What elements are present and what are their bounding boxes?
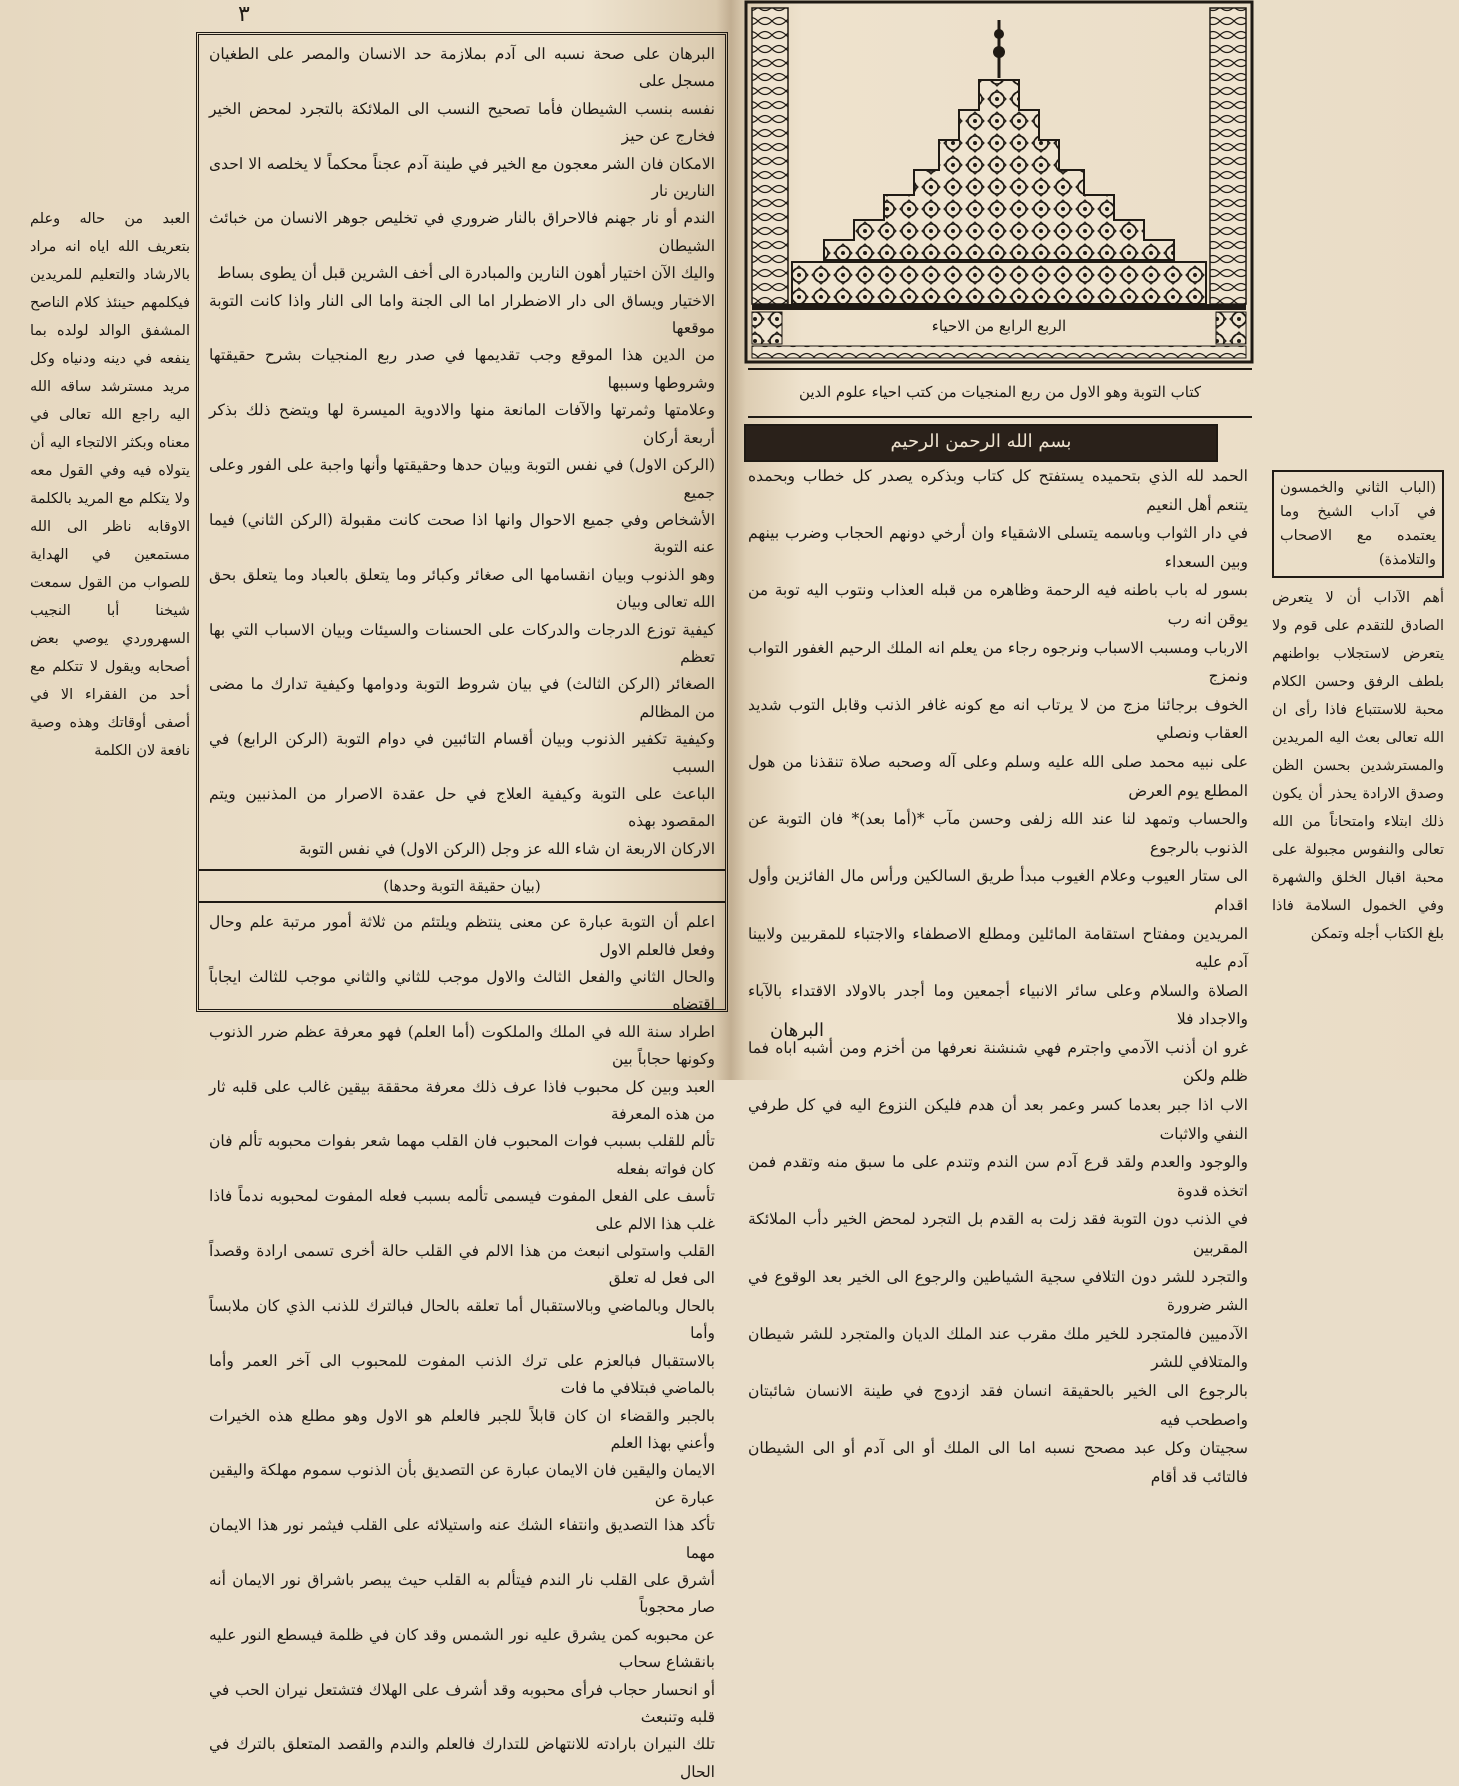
book-title: كتاب التوبة وهو الاول من ربع المنجيات من كتب احياء علوم الدين [748,368,1252,418]
section-rule-top [199,869,725,871]
text-line: تأسف على الفعل المفوت فيسمى تألمه بسبب فعله المفوت لمحبوبه ندماً فاذا غلب هذا الالم على [209,1187,715,1233]
text-line: وكيفية تكفير الذنوب وبيان أقسام التائبين في دوام التوبة (الركن الرابع) في السبب [209,730,715,776]
text-line: بالرجوع الى الخير بالحقيقة انسان فقد ازدوج في طينة الانسان شائبتان واصطحب فيه [748,1382,1248,1429]
basmala: بسم الله الرحمن الرحيم [744,424,1218,462]
text-line: بسور له باب باطنه فيه الرحمة وظاهره من قبله العذاب ونتوب اليه توبة من يوقن انه رب [748,581,1248,628]
text-line: الاختيار ويساق الى دار الاضطرار اما الى الجنة واما الى النار واذا كانت التوبة موقعها [209,291,715,338]
left-page-frame [196,32,728,1781]
catchword: البرهان [770,1020,825,1041]
text-line: الارباب ومسبب الاسباب ونرجوه رجاء من يعلم انه الملك الرحيم الغفور التواب ونمزج [748,638,1248,686]
section-title: (بيان حقيقة التوبة وحدها) [383,877,541,896]
text-line: الاب اذا جبر بعدما كسر وعمر بعد أن هدم فليكن النزوع اليه في كل طرفي النفي والاثبات [748,1096,1248,1143]
right-body-text [748,462,1248,1491]
text-line: والتجرد للشر دون التلافي سجية الشياطين والرجوع الى الخير بعد الوقوع في الشر ضرورة [748,1267,1248,1315]
text-line: والحساب وتمهد لنا عند الله زلفى وحسن مآب *(أما بعد)* فان التوبة عن الذنوب بالرجوع [748,810,1248,857]
text-line: في دار الثواب وباسمه يتسلى الاشقياء وان أرخي دونهم الحجاب وضرب بينهم وبين السعداء [748,524,1248,571]
text-line: بالاستقبال فبالعزم على ترك الذنب المفوت للمحبوب الى آخر العمر وأما بالماضي فبتلافي ما فات [209,1351,715,1398]
right-margin-note [1272,470,1444,948]
text-line: من الدين هذا الموقع وجب تقديمها في صدر ربع المنجيات بشرح حقيقتها وشروطها وسببها [209,346,715,392]
text-line: الباعث على التوبة وكيفية العلاج في حل عقدة الاصرار من المذنبين ويتم المقصود بهذه [209,784,715,831]
text-line: الصلاة والسلام وعلى سائر الانبياء أجمعين وما أجدر بالاولاد الاقتداء بالآباء والاجداد فلا [748,981,1248,1029]
text-line: بالحال وبالماضي وبالاستقبال أما تعلقه بالحال فبالترك للذنب الذي كان ملابساً وأما [209,1296,715,1343]
right-margin-heading: (الباب الثاني والخمسون في آداب الشيخ وما يعتمده مع الاصحاب والتلامذة) [1272,470,1444,578]
text-line: اطراد سنة الله في الملك والملكوت (أما العلم) فهو معرفة عظم ضرر الذنوب وكونها حجاباً بين [209,1022,715,1069]
text-line: أو انحسار حجاب فرأى محبوبه وقد أشرف على الهلاك فتشتعل نيران الحب في قلبه وتنبعث [209,1680,715,1726]
ornamental-headpiece [744,0,1254,365]
text-line: القلب واستولى انبعث من هذا الالم في القلب حالة أخرى تسمى ارادة وقصداً الى فعل له تعلق [209,1242,715,1288]
text-line: المريدين ومفتاح استقامة المائلين ومطلع الاصطفاء والاجتباء للمقربين ولابينا آدم عليه [748,924,1248,972]
left-margin-note: العبد من حاله وعلم بتعريف الله اياه انه مراد بالارشاد والتعليم للمريدين فيكلمهم حينئذ كلام الناصح المشفق الوالد لولده بما ينفعه في دينه ودنياه وكل مريد مسترشد ساقه الله اليه راجع الله تعالى في معناه وبكثر الالتجاء اليه أن يتولاه فيه وفي القول معه ولا يتكلم مع المريد بالكلمة الاوقابه ناظر الى الله مستمعين في الهداية للصواب من القول سمعت شيخنا أبا النجيب السهروردي يوصي بعض أصحابه ويقول لا تتكلم مع أحد من الفقراء الا في أصفى أوقاتك وهذه وصية نافعة لان الكلمة [30,211,190,759]
text-line: الايمان واليقين فان الايمان عبارة عن التصديق بأن الذنوب سموم مهلكة واليقين عبارة عن [209,1461,715,1507]
text-line: والحال الثاني والفعل الثالث والاول موجب للثاني والثاني موجب للثالث ايجاباً اقتضاه [209,968,715,1014]
text-line: والوجود والعدم ولقد قرع آدم سن الندم وتندم على ما سبق منه وتقدم فمن اتخذه قدوة [748,1153,1248,1200]
text-line: عن محبوبه كمن يشرق عليه نور الشمس وقد كان في ظلمة فيسطع النور عليه بانقشاع سحاب [209,1625,715,1672]
text-line: الامكان فان الشر معجون مع الخير في طينة آدم عجناً محكماً لا يخلصه الا احدى النارين نار [209,154,715,201]
text-line: الى ستار العيوب وعلام الغيوب مبدأ طريق السالكين ورأس مال الفائزين وأول اقدام [748,867,1248,914]
text-line: الصغائر (الركن الثالث) في بيان شروط التوبة ودوامها وكيفية تدارك ما مضى من المظالم [209,675,715,721]
text-line: سجيتان وكل عبد مصحح نسبه اما الى الملك أو الى آدم أو الى الشيطان فالتائب قد أقام [748,1439,1248,1486]
text-line: بالجبر والقضاء ان كان قابلاً للجبر فالعلم هو الاول وهو مطلع هذه الخيرات وأعني بهذا العلم [209,1406,715,1452]
text-line: نفسه بنسب الشيطان فأما تصحيح النسب الى الملائكة بالتجرد لمحض الخير فخارج عن حيز [209,99,715,146]
left-intro-text [209,41,715,863]
section-rule-bottom [199,901,725,903]
text-line: الاركان الاربعة ان شاء الله عز وجل (الركن الاول) في نفس التوبة [298,839,715,858]
text-line: أشرق على القلب نار الندم فيتألم به القلب حيث يبصر باشراق نور الايمان أنه صار محجوباً [209,1570,715,1617]
text-line: غرو ان أذنب الآدمي واجترم فهي شنشنة نعرفها من أخزم ومن أشبه اباه فما ظلم ولكن [748,1038,1248,1086]
text-line: كيفية توزع الدرجات والدركات على الحسنات والسيئات وبيان الاسباب التي بها تعظم [209,620,715,666]
text-line: البرهان على صحة نسبه الى آدم بملازمة حد الانسان والمصر على الطغيان مسجل على [209,45,715,91]
text-line: وعلامتها وثمرتها والآفات المانعة منها والادوية الميسرة لها ويتضح ذلك بذكر أربعة أركان [209,401,715,447]
text-line: الآدميين فالمتجرد للخير ملك مقرب عند الملك الديان والمتجرد للشر شيطان والمتلافي للشر [748,1324,1248,1372]
text-line: الندم أو نار جهنم فالاحراق بالنار ضروري في تخليص جوهر الانسان من خبائث الشيطان [209,209,715,255]
text-line: على نبيه محمد صلى الله عليه وسلم وعلى آله وصحبه صلاة تنقذنا من هول المطلع يوم العرض [748,752,1248,800]
page-number: ٣ [238,2,250,27]
right-margin-text: أهم الآداب أن لا يتعرض الصادق للتقدم على قوم ولا يتعرض لاستجلاب بواطنهم بلطف الرفق وحسن الكلام محبة للاستتباع فاذا رأى ان الله تعالى بعث اليه المريدين والمسترشدين بحسن الظن وصدق الارادة يحذر أن يكون ذلك ابتلاء وامتحاناً من الله تعالى والنفوس مجبولة على محبة اقبال الخلق والشهرة وفي الخمول السلامة فاذا بلغ الكتاب أجله وتمكن [1272,590,1444,942]
text-line: تأكد هذا التصديق وانتفاء الشك عنه واستيلائه على القلب فيثمر نور هذا الايمان مهما [209,1516,715,1562]
text-line: اعلم أن التوبة عبارة عن معنى ينتظم ويلتئم من ثلاثة أمور مرتبة علم وحال وفعل فالعلم الاول [209,913,715,959]
text-line: واليك الآن اختيار أهون النارين والمبادرة الى أخف الشرين قبل أن يطوى بساط [217,264,715,283]
text-line: تألم للقلب بسبب فوات المحبوب فان القلب مهما شعر بفوات محبوبه تألم فان كان فواته بفعله [209,1132,715,1178]
text-line: تلك النيران بارادته للانتهاض للتدارك فالعلم والندم والقصد المتعلق بالترك في الحال [209,1735,715,1781]
rub-title: الربع الرابع من الاحياء [931,317,1067,335]
text-line: وهو الذنوب وبيان انقسامها الى صغائر وكبائر وما يتعلق بالعباد وما يتعلق بحق الله تعالى وبيان [209,565,715,612]
text-line: في الذنب دون التوبة فقد زلت به القدم بل التجرد لمحض الخير دأب الملائكة المقربين [748,1210,1248,1258]
text-line: الخوف برجائنا مزج من لا يرتاب انه مع كونه غافر الذنب وقابل التوب شديد العقاب ونصلي [748,695,1248,743]
left-body-text [209,909,715,1786]
text-line: العبد وبين كل محبوب فاذا عرف ذلك معرفة محققة بيقين غالب على قلبه ثار من هذه المعرفة [209,1077,715,1124]
text-line: (الركن الاول) في نفس التوبة وبيان حدها وحقيقتها وأنها واجبة على الفور وعلى جميع [209,456,715,502]
text-line: الحمد لله الذي بتحميده يستفتح كل كتاب وبذكره يصدر كل خطاب وبحمده يتنعم أهل النعيم [748,467,1248,514]
text-line: الأشخاص وفي جميع الاحوال وانها اذا صحت كانت مقبولة (الركن الثاني) فيما عنه التوبة [209,510,715,557]
